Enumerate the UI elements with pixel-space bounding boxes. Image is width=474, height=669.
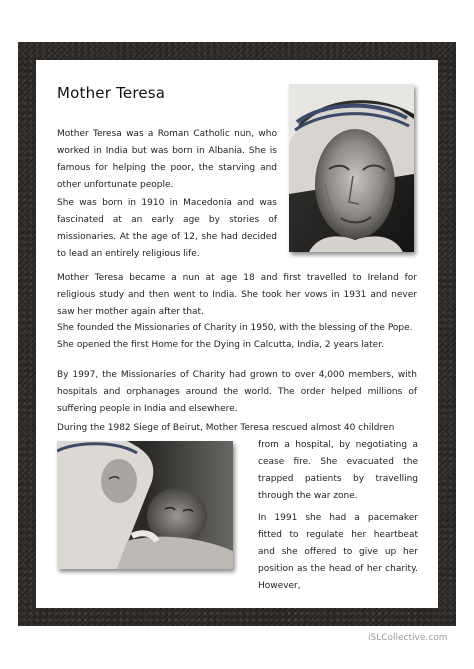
paragraph-4: She founded the Missionaries of Charity in 1950, with the blessing of the Pope. She opened the first Home for the Dying in Calcutta, India, 2 years later.	[57, 323, 413, 350]
paragraph-3: Mother Teresa became a nun at age 18 and first travelled to Ireland for religious study and then went to India. She took her vows in 1931 and never saw her mother again after that.	[57, 273, 417, 317]
paragraph-6-rest: from a hospital, by negotiating a cease fire. She evacuated the trapped patients by travelling through the war zone.	[258, 440, 418, 501]
portrait-photo	[289, 84, 414, 252]
paragraph-5: By 1997, the Missionaries of Charity had grown to over 4,000 members, with hospitals and orphanages around the world. The order helped millions of suffering people in India and elsewhere.	[57, 370, 417, 414]
watermark: iSLCollective.com	[368, 633, 448, 643]
paragraph-7: In 1991 she had a pacemaker fitted to regulate her heartbeat and she offered to give up her position as the head of her charity. However,	[258, 513, 418, 591]
paragraph-1: Mother Teresa was a Roman Catholic nun, who worked in India but was born in Albania. She is famous for helping the poor, the starving and other unfortunate people.	[57, 129, 277, 190]
paragraph-6-line-1: During the 1982 Siege of Beirut, Mother Teresa rescued almost 40 children	[57, 423, 395, 433]
paragraph-2: She was born in 1910 in Macedonia and was fascinated at an early age by stories of missionaries. At the age of 12, she had decided to lead an entirely religious life.	[57, 198, 277, 259]
page-title: Mother Teresa	[57, 84, 166, 102]
holding-baby-photo	[57, 441, 233, 569]
